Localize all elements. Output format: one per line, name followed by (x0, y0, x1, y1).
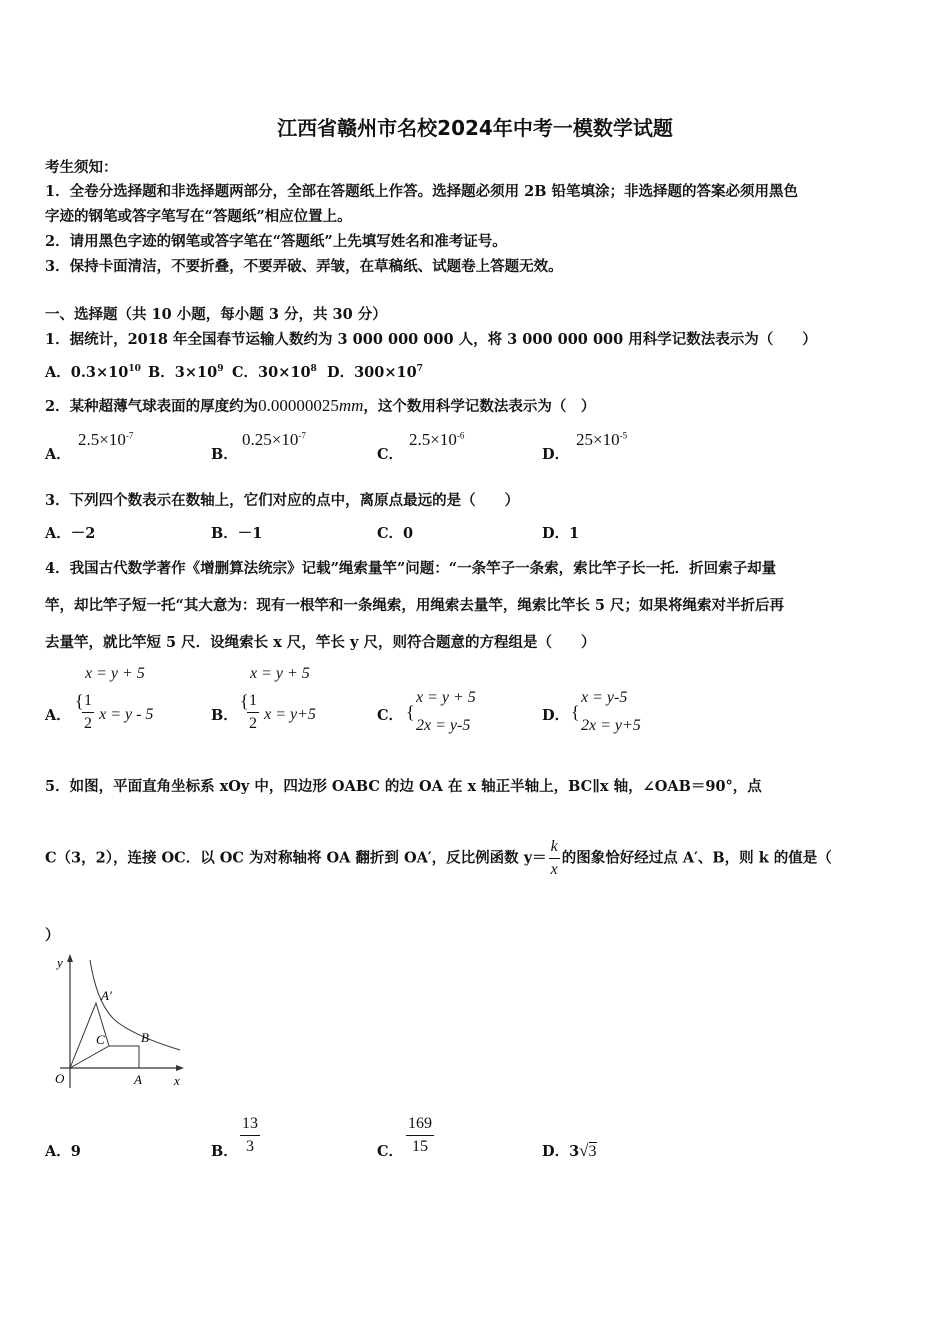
q2-option-d-label: D． (542, 446, 570, 463)
q1-option-a: A．$0.3\times 10^{10}$ (45, 364, 141, 381)
q4-option-b-eq1: x = y + 5 (250, 665, 310, 682)
q5-option-c-frac: $\frac{169}{15}$ (408, 1115, 432, 1155)
q4-line-2: 竿，却比竿子短一托“其大意为：现有一根竿和一条绳索，用绳索去量竿，绳索比竿长 5 尺；如果将绳索对半折后再 (45, 597, 785, 614)
q2-option-b-label: B． (211, 446, 238, 463)
q4-option-d-brace: { (571, 702, 580, 722)
notice-line-3: 3．保持卡面清洁，不要折叠，不要弄破、弄皱，在草稿纸、试题卷上答题无效。 (45, 258, 563, 275)
q5-option-d: D．3√3 (542, 1141, 597, 1160)
q4-option-b-brace: { (240, 691, 249, 711)
q4-option-d-eq1: x = y-5 (581, 689, 628, 706)
q5-option-b-label: B． (211, 1143, 238, 1160)
label-a-prime: A′ (101, 988, 112, 1003)
q4-option-a-label: A． (45, 707, 71, 724)
q4-option-d-eq2: 2x = y+5 (581, 717, 641, 734)
q4-line-1: 4．我国古代数学著作《增删算法统宗》记载”绳索量竿”问题：“一条竿子一条索，索比竿子长一托．折回索子却量 (45, 560, 777, 577)
q2-option-c-label: C． (377, 446, 404, 463)
label-b: B (141, 1030, 149, 1045)
q4-option-a-eq2: $\frac{1}{2}$ x = y - 5 (84, 692, 154, 732)
q5-option-b-frac: $\frac{13}{3}$ (242, 1115, 258, 1155)
q4-option-d-label: D． (542, 707, 570, 724)
label-c: C (96, 1032, 105, 1047)
q2-stem: 2．某种超薄气球表面的厚度约为0.00000025mm，这个数用科学记数法表示为（ ） (45, 396, 596, 415)
q4-option-c-eq2: 2x = y-5 (416, 717, 471, 734)
q4-option-c-label: C． (377, 707, 404, 724)
label-x: x (174, 1073, 180, 1088)
q4-option-b-label: B． (211, 707, 238, 724)
notice-line-2: 2．请用黑色字迹的钢笔或答字笔在“答题纸”上先填写姓名和准考证号。 (45, 233, 507, 250)
q2-option-a-label: A． (45, 446, 71, 463)
q5-line-1: 5．如图，平面直角坐标系 xOy 中，四边形 OABC 的边 OA 在 x 轴正半轴上，BC∥x 轴，∠OAB＝90°，点 (45, 778, 762, 795)
q3-stem: 3．下列四个数表示在数轴上，它们对应的点中，离原点最远的是（ ） (45, 492, 520, 509)
x-axis-arrow (176, 1065, 184, 1071)
q2-option-a-value: $2.5\times 10^{-7}$ (78, 430, 134, 449)
q5-figure (40, 950, 190, 1095)
q3-option-d: D．1 (542, 525, 580, 542)
page-title: 江西省赣州市名校2024年中考一模数学试题 (277, 116, 673, 140)
q1-option-b: B．$3\times 10^9$ (148, 364, 224, 381)
q4-option-a-eq1: x = y + 5 (85, 665, 145, 682)
q4-option-b-eq2: $\frac{1}{2}$ x = y+5 (249, 692, 316, 732)
q5-line-2: C（3，2），连接 OC．以 OC 为对称轴将 OA 翻折到 OA′，反比例函数 y＝ $\frac{k}{x}$ 的图象恰好经过点 A′、B，则 k 的值是（ (45, 838, 832, 878)
q5-option-a: A．9 (45, 1143, 81, 1160)
q1-stem: 1．据统计，2018 年全国春节运输人数约为 3 000 000 000 人，将 3 000 000 000 用科学记数法表示为（ ） (45, 331, 817, 348)
q2-option-c-value: $2.5\times 10^{-6}$ (409, 430, 465, 449)
q2-option-d-value: $25\times 10^{-5}$ (576, 430, 628, 449)
notice-line-1a: 1．全卷分选择题和非选择题两部分，全部在答题纸上作答。选择题必须用 2B 铅笔填涂；非选择题的答案必须用黑色 (45, 183, 799, 200)
quadrilateral-oabc (70, 1046, 139, 1068)
y-axis-arrow (67, 954, 73, 962)
q4-line-3: 去量竿，就比竿短 5 尺．设绳索长 x 尺，竿长 y 尺，则符合题意的方程组是（ ） (45, 634, 596, 651)
q4-option-c-brace: { (406, 702, 415, 722)
q3-option-b: B．－1 (211, 525, 263, 542)
q3-option-a: A．－2 (45, 525, 96, 542)
q1-option-d: D．$300\times 10^7$ (327, 364, 423, 381)
section-heading: 一、选择题（共 10 小题，每小题 3 分，共 30 分） (45, 306, 387, 323)
notice-line-1b: 字迹的钢笔或答字笔写在“答题纸”相应位置上。 (45, 208, 352, 225)
q4-option-c-eq1: x = y + 5 (416, 689, 476, 706)
q5-option-c-label: C． (377, 1143, 404, 1160)
q3-option-c: C．0 (377, 525, 414, 542)
label-o: O (55, 1071, 65, 1086)
q5-line-3: ） (45, 927, 60, 944)
label-y: y (57, 955, 63, 970)
notice-heading: 考生须知： (45, 159, 118, 176)
label-a: A (134, 1072, 142, 1087)
q4-option-a-brace: { (75, 691, 84, 711)
q2-option-b-value: $0.25\times 10^{-7}$ (242, 430, 306, 449)
q1-option-c: C．$30\times 10^8$ (232, 364, 317, 381)
